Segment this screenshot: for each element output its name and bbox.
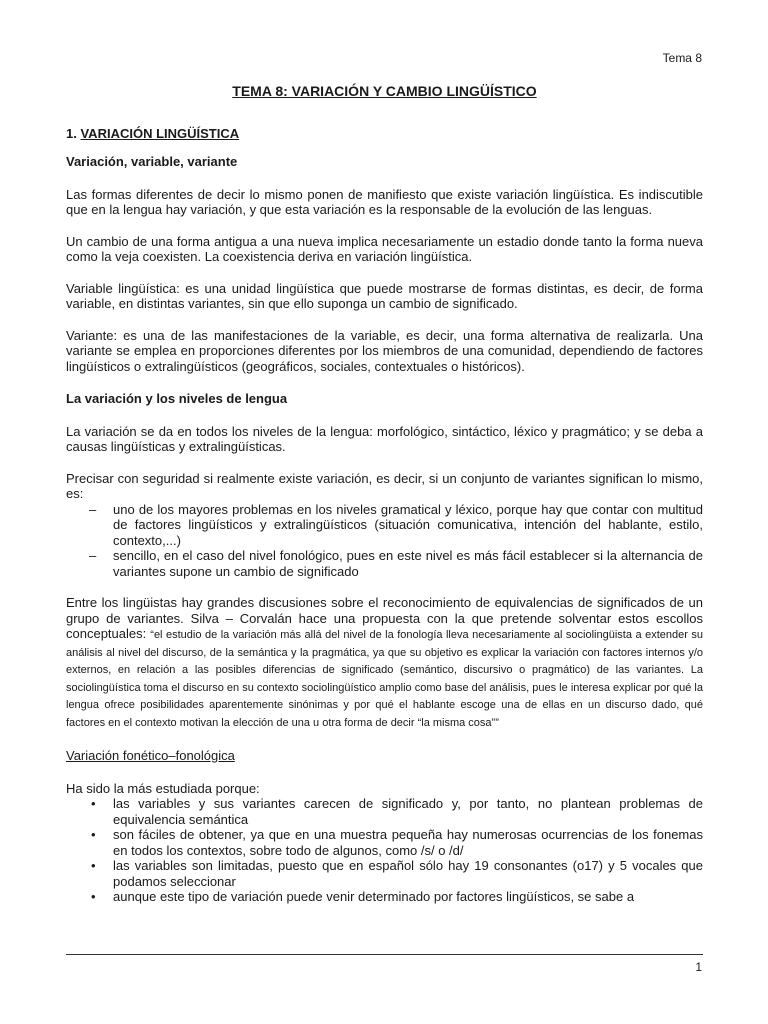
list-item-text: aunque este tipo de variación puede venir determinado por factores lingüísticos, se sabe a bbox=[113, 889, 635, 904]
list-item bbox=[66, 858, 703, 889]
bullet-list bbox=[66, 796, 703, 905]
page-number: 1 bbox=[695, 960, 702, 974]
bullet-marker: • bbox=[91, 889, 96, 904]
list-item-text: sencillo, en el caso del nivel fonológico, pues en este nivel es más fácil establecer si la alternancia de variantes supone un cambio de significado bbox=[113, 548, 703, 579]
section-heading bbox=[66, 126, 703, 142]
paragraph: Variable lingüística: es una unidad lingüística que puede mostrarse de formas distintas, es decir, de forma variable, en distintas variantes, sin que ello suponga un cambio de significado. bbox=[66, 280, 703, 311]
paragraph: Un cambio de una forma antigua a una nueva implica necesariamente un estadio donde tanto la forma nueva como la veja coexisten. La coexistencia deriva en variación lingüística. bbox=[66, 233, 703, 264]
list-item bbox=[66, 796, 703, 827]
paragraph: Variante: es una de las manifestaciones de la variable, es decir, una forma alternativa de realizarla. Una variante se emplea en proporciones diferentes por los miembros de una comunidad, dependiendo de factores lingüísticos o extralingüísticos (geográficos, sociales, contextuales o históricos). bbox=[66, 327, 703, 374]
document-title: TEMA 8: VARIACIÓN Y CAMBIO LINGÜÍSTICO bbox=[232, 83, 537, 99]
bullet-marker: • bbox=[91, 858, 96, 873]
page-content bbox=[66, 84, 703, 921]
dash-marker: – bbox=[89, 548, 97, 563]
subheading-fonetica: Variación fonético–fonológica bbox=[66, 748, 235, 763]
list-item bbox=[66, 548, 703, 579]
dash-list bbox=[66, 502, 703, 580]
section-number: 1. bbox=[66, 125, 81, 141]
list-item bbox=[66, 827, 703, 858]
dash-marker: – bbox=[89, 501, 97, 517]
list-item-text: las variables son limitadas, puesto que en español sólo hay 19 consonantes (o17) y 5 vocales que podamos seleccionar bbox=[113, 858, 703, 889]
subheading-niveles: La variación y los niveles de lengua bbox=[66, 391, 288, 406]
running-header: Tema 8 bbox=[662, 51, 702, 65]
paragraph: Las formas diferentes de decir lo mismo ponen de manifiesto que existe variación lingüística. Es indiscutible que en la lengua hay variación, y que esta variación es la responsable de la evolución de las lenguas. bbox=[66, 186, 703, 217]
list-item-text: uno de los mayores problemas en los niveles gramatical y léxico, porque hay que contar con multitud de factores lingüísticos y extralingüísticos (situación comunicativa, intención del hablante, estilo, contexto,...) bbox=[113, 501, 703, 548]
footer-rule bbox=[66, 954, 703, 955]
subheading-variacion: Variación, variable, variante bbox=[66, 154, 238, 169]
paragraph: Precisar con seguridad si realmente existe variación, es decir, si un conjunto de variantes significan lo mismo, es: bbox=[66, 470, 703, 501]
list-item bbox=[66, 889, 703, 905]
paragraph: Ha sido la más estudiada porque: bbox=[66, 780, 260, 796]
paragraph-with-quote bbox=[66, 595, 703, 731]
paragraph-intro: Entre los lingüistas hay grandes discusiones sobre el reconocimiento de equivalencias de significados de un grupo de variantes. Silva – Corvalán hace una propuesta con la que pretende solventar estos escollos conceptuales: bbox=[66, 595, 703, 641]
list-item-text: las variables y sus variantes carecen de significado y, por tanto, no plantean problemas de equivalencia semántica bbox=[113, 796, 703, 827]
bullet-marker: • bbox=[91, 827, 96, 842]
bullet-marker: • bbox=[91, 796, 96, 811]
block-quote: “el estudio de la variación más allá del nivel de la fonología lleva necesariamente al sociolingüista a extender su análisis al nivel del discurso, de la semántica y la pragmática, ya que su objetivo es explicar la variación con factores internos y/o externos, en relación a las posibles diferencias de significado (semántico, discursivo o pragmático) de las variantes. La sociolingüística toma el discurso en su contexto sociolingüístico amplio como base del análisis, pues le interesa explicar por qué la lengua ofrece posibilidades aparentemente sinónimas y por qué el hablante escoge una de ellas en un discurso dado, qué factores en el contexto motivan la elección de una u otra forma de decir “la misma cosa”” bbox=[66, 629, 703, 729]
list-item-text: son fáciles de obtener, ya que en una muestra pequeña hay numerosas ocurrencias de los fonemas en todos los contextos, sobre todo de algunos, como /s/ o /d/ bbox=[113, 827, 703, 858]
list-item bbox=[66, 502, 703, 549]
section-title: VARIACIÓN LINGÜÍSTICA bbox=[80, 125, 240, 141]
paragraph: La variación se da en todos los niveles de la lengua: morfológico, sintáctico, léxico y pragmático; y se deba a causas lingüísticas y extralingüísticas. bbox=[66, 423, 703, 454]
